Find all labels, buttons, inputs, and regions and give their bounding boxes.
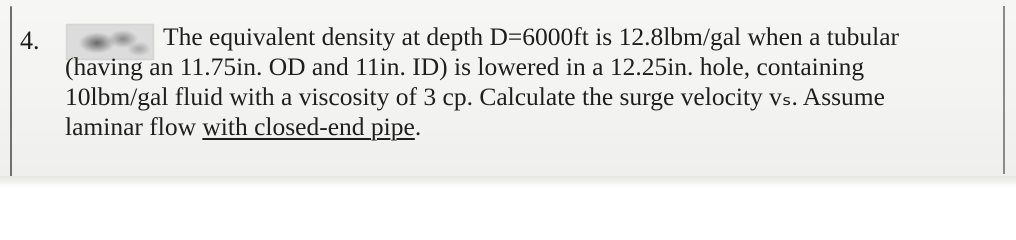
right-border-line <box>1003 6 1005 174</box>
problem-line-2: (having an 11.75in. OD and 11in. ID) is lowered in a 12.25in. hole, containing <box>65 52 865 81</box>
problem-statement <box>65 22 995 142</box>
question-number: 4. <box>20 26 40 55</box>
problem-line-1: The equivalent density at depth D=6000ft is 12.8lbm/gal when a tubular <box>163 22 900 51</box>
problem-line-3: 10lbm/gal fluid with a viscosity of 3 cp. Calculate the surge velocity vₛ. Assume <box>65 82 885 111</box>
left-border-line <box>10 6 12 178</box>
problem-line-4: laminar flow <box>65 112 203 141</box>
underlined-phrase: with closed-end pipe <box>202 112 415 141</box>
bottom-shadow-band <box>0 176 1016 188</box>
final-period: . <box>414 112 422 141</box>
